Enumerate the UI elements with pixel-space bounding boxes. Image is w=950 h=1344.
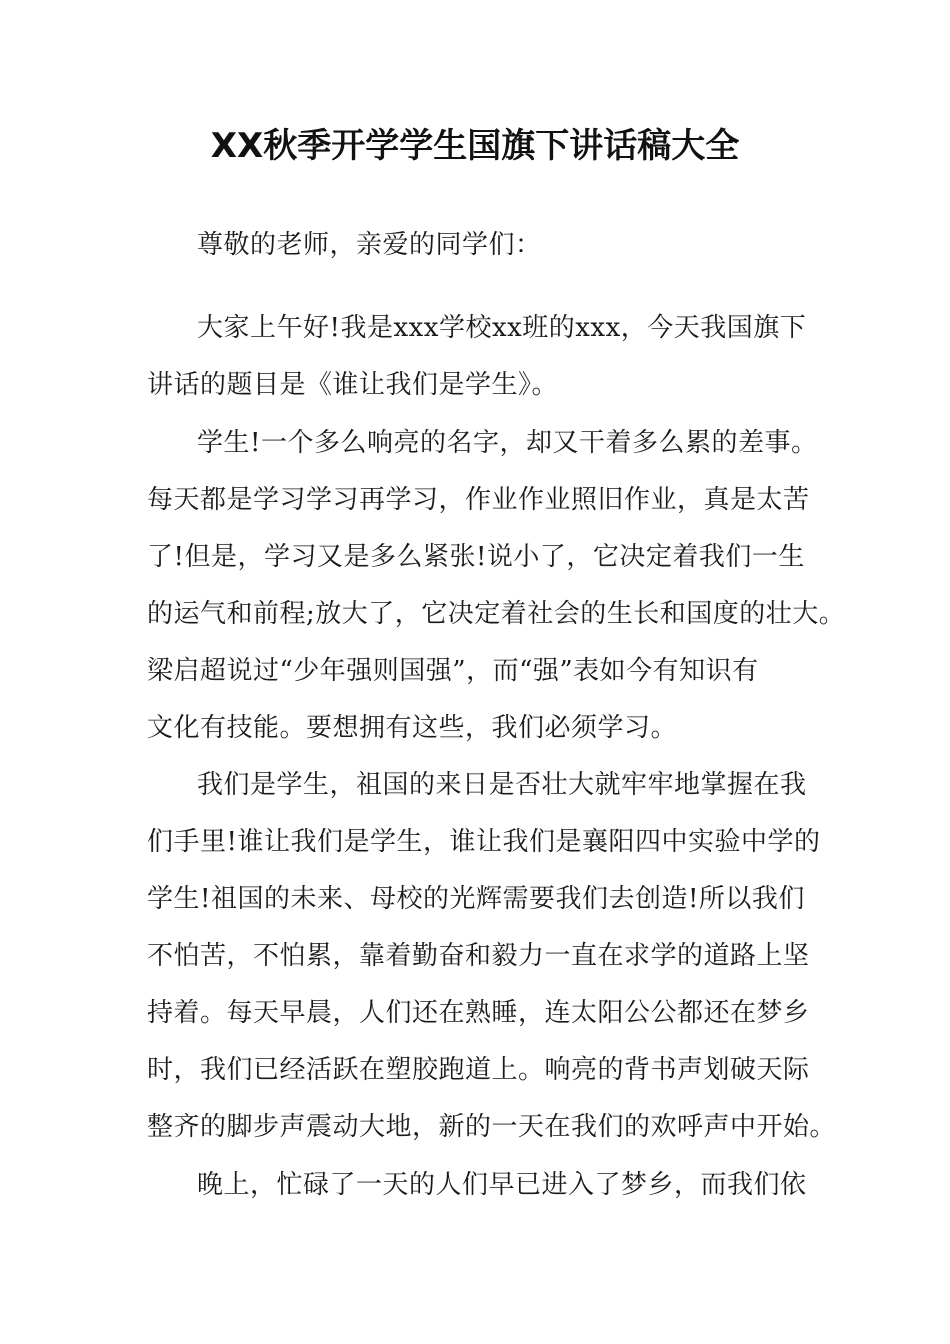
text-line: 整齐的脚步声震动大地，新的一天在我们的欢呼声中开始。 xyxy=(147,1112,837,1142)
text-line: 学生!祖国的未来、母校的光辉需要我们去创造!所以我们 xyxy=(147,884,805,914)
document-title: XX秋季开学学生国旗下讲话稿大全 xyxy=(210,126,740,166)
text-line: 大家上午好!我是xxx学校xx班的xxx，今天我国旗下 xyxy=(197,313,807,343)
text-line: 文化有技能。要想拥有这些，我们必须学习。 xyxy=(147,713,678,743)
text-line: 我们是学生，祖国的来日是否壮大就牢牢地掌握在我 xyxy=(197,770,807,800)
text-line: 梁启超说过“少年强则国强”，而“强”表如今有知识有 xyxy=(147,656,759,686)
text-line: 晚上，忙碌了一天的人们早已进入了梦乡，而我们依 xyxy=(197,1170,807,1200)
text-line: 每天都是学习学习再学习，作业作业照旧作业，真是太苦 xyxy=(147,485,810,515)
text-line: 学生!一个多么响亮的名字，却又干着多么累的差事。 xyxy=(197,428,818,458)
text-line: 持着。每天早晨，人们还在熟睡，连太阳公公都还在梦乡 xyxy=(147,998,810,1028)
text-line: 不怕苦，不怕累，靠着勤奋和毅力一直在求学的道路上坚 xyxy=(147,941,810,971)
text-line: 了!但是，学习又是多么紧张!说小了，它决定着我们一生 xyxy=(147,542,805,572)
text-line: 讲话的题目是《谁让我们是学生》。 xyxy=(147,370,559,400)
text-line: 的运气和前程;放大了，它决定着社会的生长和国度的壮大。 xyxy=(147,599,846,629)
text-line: 时，我们已经活跃在塑胶跑道上。响亮的背书声划破天际 xyxy=(147,1055,810,1085)
text-line: 尊敬的老师，亲爱的同学们： xyxy=(197,230,542,260)
text-line: 们手里!谁让我们是学生，谁让我们是襄阳四中实验中学的 xyxy=(147,827,821,857)
